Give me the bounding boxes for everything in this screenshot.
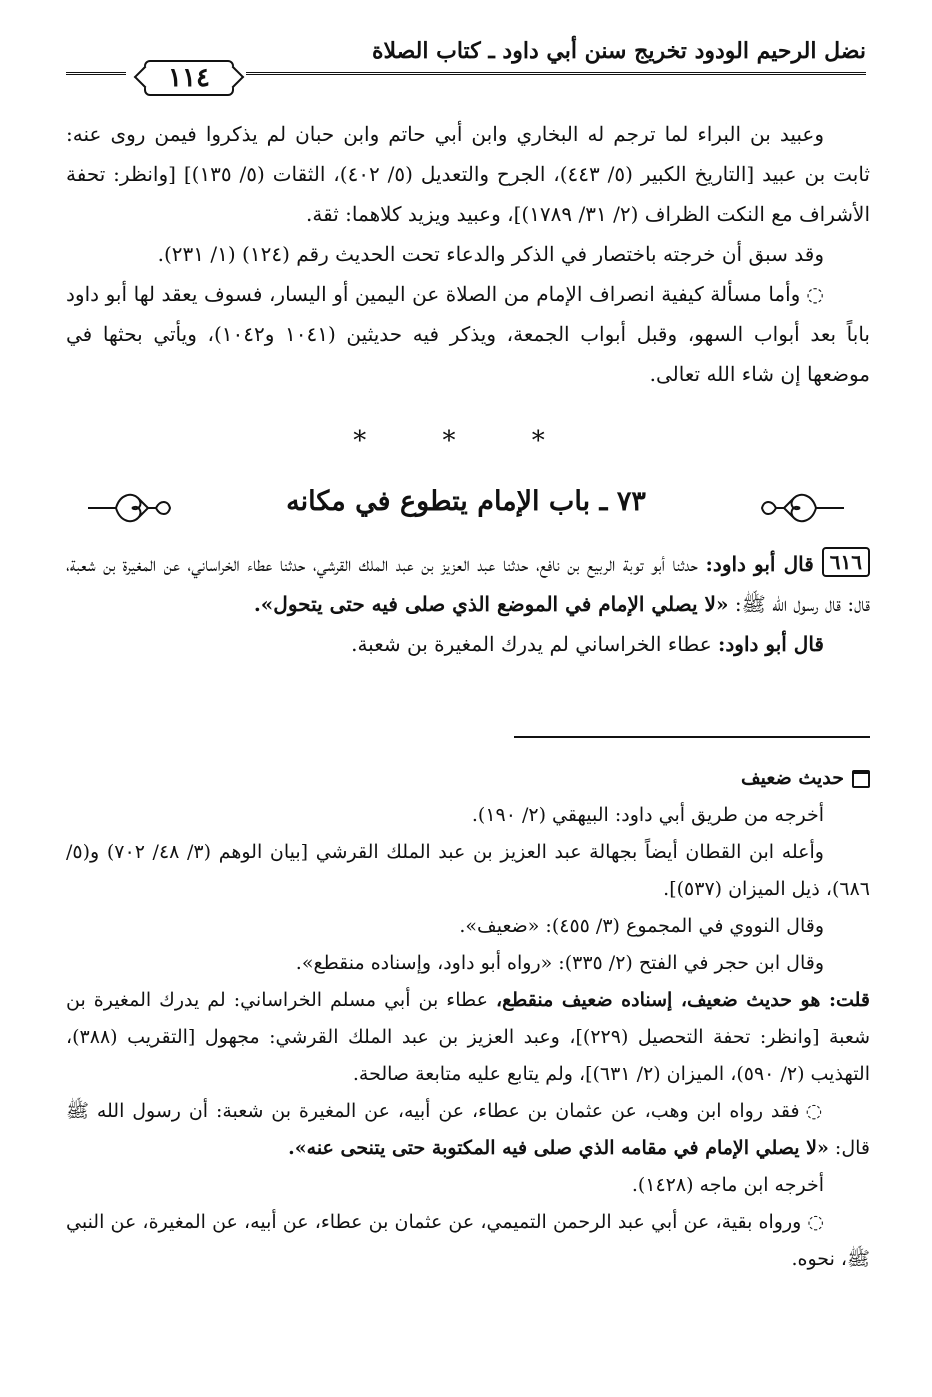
bullet-icon: ◌ [805, 1100, 824, 1122]
takhrij-line: وأعله ابن القطان أيضاً بجهالة عبد العزيز بن عبد الملك القرشي [بيان الوهم (٣/ ٤٨/ ٧٠٢) و(٥/ ٦٨٦)، ذيل الميزان (٥٣٧)]. [66, 841, 870, 900]
ornament-left-icon [88, 488, 178, 528]
header-rule-left [66, 72, 126, 78]
top-paragraphs [66, 114, 870, 394]
riwaya-ibn-wahb [66, 1093, 870, 1167]
riwaya-baqiyya-text: ورواه بقية، عن أبي عبد الرحمن التميمي، عن عثمان بن عطاء، عن أبيه، عن المغيرة، عن النبي ﷺ، نحوه. [66, 1211, 870, 1270]
paragraph-sabaqa: وقد سبق أن خرجته باختصار في الذكر والدعاء تحت الحديث رقم (١٢٤) (١/ ٢٣١). [157, 242, 824, 266]
book-icon [852, 770, 870, 788]
takhrij-line: وقال ابن حجر في الفتح (٢/ ٣٣٥): «رواه أبو داود، وإسناده منقطع». [295, 952, 824, 974]
takhrij-block [66, 760, 870, 1278]
bullet-icon: ◌ [807, 1211, 824, 1233]
header-rule [246, 72, 866, 78]
hadith-number-badge: ٦١٦ [822, 547, 870, 577]
qultu-text: عطاء بن أبي مسلم الخراساني: لم يدرك المغيرة بن شعبة [وانظر: تحفة التحصيل (٢٢٩)]، وعبد العزيز بن عبد الملك القرشي: مجهول [التقريب (٣٨٨)، التهذيب (٢/ ٥٩٠)، الميزان (٢/ ٦٣١)]، ولم يتابع عليه متابعة صالحة. [66, 989, 871, 1085]
hadith-matn: «لا يصلي الإمام في الموضع الذي صلى فيه حتى يتحول». [253, 592, 729, 616]
riwaya-ibn-wahb-text: فقد رواه ابن وهب، عن عثمان بن عطاء، عن أبيه، عن المغيرة بن شعبة: أن رسول الله ﷺ قال: [66, 1100, 870, 1159]
abu-dawud-note-text: عطاء الخراساني لم يدرك المغيرة بن شعبة. [351, 632, 712, 656]
running-header-title: نضل الرحيم الودود تخريج سنن أبي داود ـ كتاب الصلاة [371, 38, 866, 64]
paragraph-insiraf-text: وأما مسألة كيفية انصراف الإمام من الصلاة عن اليمين أو اليسار، فسوف يعقد لها أبو داود باباً بعد أبواب السهو، وقبل أبواب الجمعة، ويذكر فيه حديثين (١٠٤١ و١٠٤٢)، ويأتي بحثها في موضعها إن شاء الله تعالى. [66, 282, 870, 386]
takhrij-line: أخرجه من طريق أبي داود: البيهقي (٢/ ١٩٠). [471, 804, 824, 826]
hadith-chain: حدثنا أبو توبة الربيع بن نافع، حدثنا عبد العزيز بن عبد الملك القرشي، حدثنا عطاء الخراساني، عن المغيرة بن شعبة، قال: قال رسول الله ﷺ: [66, 552, 870, 616]
ornament-right-icon [754, 488, 844, 528]
paragraph-insiraf [66, 274, 870, 394]
riwaya-ibn-wahb-matn: «لا يصلي الإمام في مقامه الذي صلى فيه المكتوبة حتى يتنحى عنه». [288, 1137, 829, 1159]
qultu-paragraph [66, 982, 870, 1093]
hadith-intro: قال أبو داود: [705, 552, 814, 576]
bullet-icon: ◌ [806, 282, 824, 306]
section-separator: * * * [353, 426, 579, 456]
page-number: ١١٤ [144, 60, 234, 96]
hadith-grade [66, 760, 870, 797]
hadith-grade-text: حديث ضعيف [741, 767, 844, 789]
chapter-title: ٧٣ ـ باب الإمام يتطوع في مكانه [286, 486, 646, 517]
hadith-text [66, 544, 870, 624]
abu-dawud-note [66, 624, 870, 664]
paragraph-ubayd: وعبيد بن البراء لما ترجم له البخاري وابن أبي حاتم وابن حبان لم يذكروا فيمن روى عنه: ثابت بن عبيد [التاريخ الكبير (٥/ ٤٤٣)، الجرح والتعديل (٥/ ٤٠٢)، الثقات (٥/ ١٣٥)] [وانظر: تحفة الأشراف مع النكت الظراف (٢/ ٣١/ ١٧٨٩)]، وعبيد ويزيد كلاهما: ثقة. [66, 122, 870, 226]
abu-dawud-note-label: قال أبو داود: [718, 632, 824, 656]
footnote-divider [514, 736, 870, 738]
riwaya-baqiyya [66, 1204, 870, 1278]
hadith-block [66, 544, 870, 664]
running-header [66, 38, 866, 93]
takhrij-line: وقال النووي في المجموع (٣/ ٤٥٥): «ضعيف». [459, 915, 824, 937]
qultu-label: قلت: هو حديث ضعيف، إسناده ضعيف منقطع، [495, 989, 870, 1011]
chapter-heading [180, 482, 752, 534]
riwaya-ibn-majah: أخرجه ابن ماجه (١٤٢٨). [631, 1174, 824, 1196]
